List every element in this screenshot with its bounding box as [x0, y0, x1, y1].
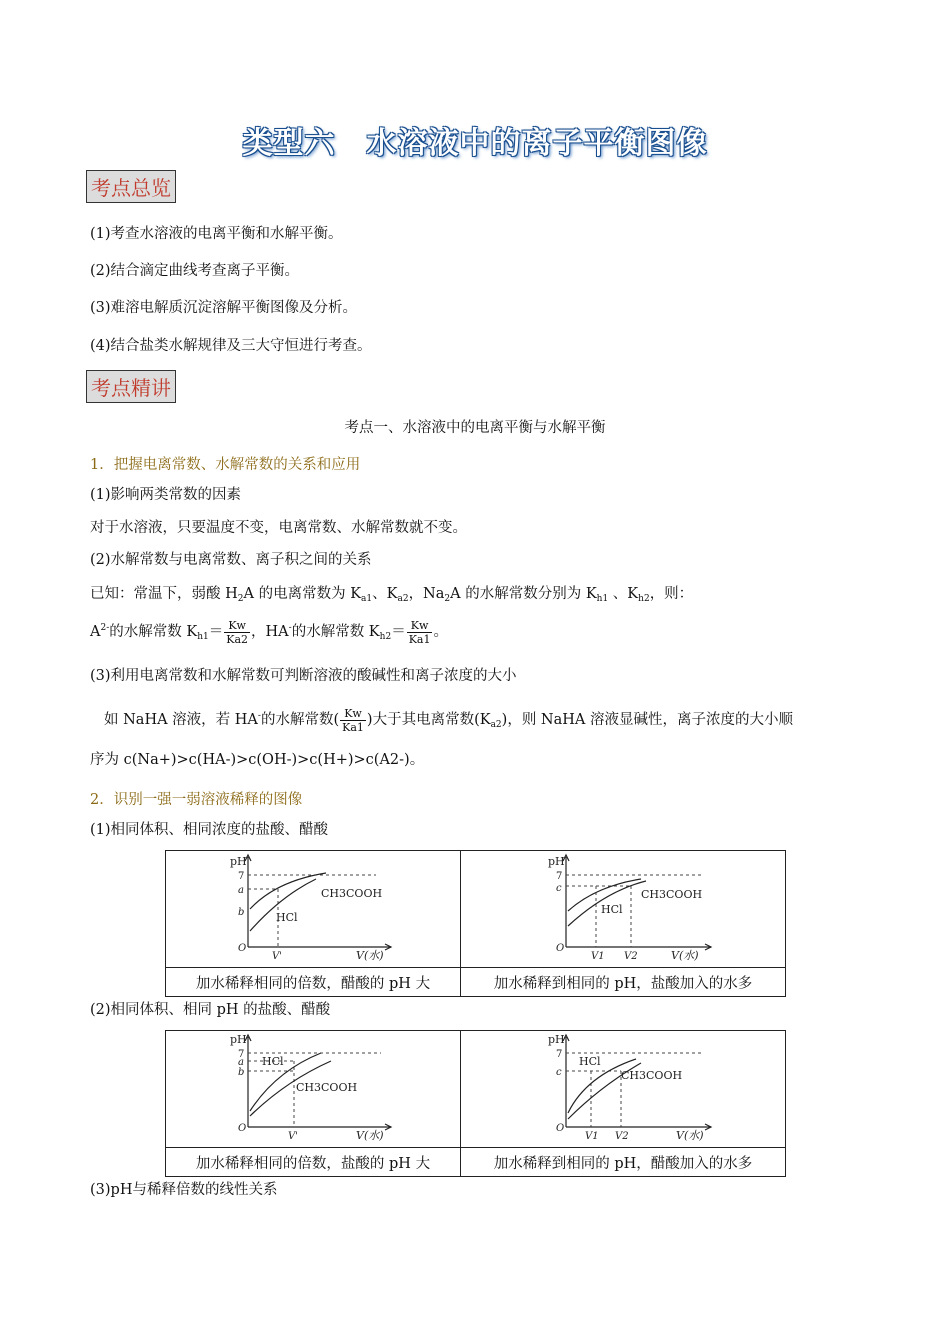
svg-text:7: 7 — [238, 871, 245, 882]
paragraph-11: (3)pH与稀释倍数的线性关系 — [90, 1182, 278, 1198]
svg-text:7: 7 — [556, 1049, 563, 1060]
svg-text:O: O — [556, 943, 565, 954]
paragraph-3: (2)水解常数与电离常数、离子积之间的关系 — [90, 552, 372, 568]
hcl-label: HCl — [276, 911, 298, 924]
graph-hcl-acetic-same-conc-same-ph — [461, 851, 785, 963]
overview-item-4: (4)结合盐类水解规律及三大守恒进行考查。 — [90, 338, 372, 354]
point1-title: 考点一、水溶液中的电离平衡与水解平衡 — [344, 420, 606, 436]
svg-text:pH: pH — [230, 1033, 247, 1046]
section-label-overview: 考点总览 — [86, 170, 176, 203]
overview-item-2: (2)结合滴定曲线考查离子平衡。 — [90, 263, 300, 279]
svg-text:V2: V2 — [615, 1131, 629, 1142]
caption-2-left: 加水稀释相同的倍数，盐酸的 pH 大 — [166, 1148, 461, 1177]
svg-text:V(水): V(水) — [671, 949, 699, 962]
svg-text:a: a — [238, 885, 244, 896]
svg-text:O: O — [556, 1123, 565, 1134]
paragraph-7: 如 NaHA 溶液，若 HA-的水解常数( $\frac{Kw}{Ka1}$ )大于其电离常数$(K_{a2})$，则 NaHA 溶液显碱性，离子浓度的大小顺 — [104, 706, 793, 734]
svg-text:V(水): V(水) — [676, 1129, 704, 1142]
svg-text:c: c — [556, 883, 562, 894]
graph-hcl-acetic-same-ph-same-dilution — [166, 1031, 460, 1143]
paragraph-8: 序为 c(Na+)>c(HA-)>c(OH-)>c(H+)>c(A2-)。 — [90, 752, 425, 768]
svg-text:CH3COOH: CH3COOH — [296, 1081, 358, 1094]
overview-item-1: (1)考查水溶液的电离平衡和水解平衡。 — [90, 226, 343, 242]
x-axis-label: V(水) — [356, 949, 384, 962]
graph-cell-2 — [461, 851, 786, 968]
svg-text:a: a — [238, 1057, 244, 1068]
svg-text:CH3COOH: CH3COOH — [641, 888, 703, 901]
svg-text:V': V' — [288, 1131, 298, 1142]
svg-text:7: 7 — [238, 1049, 245, 1060]
page-title: 类型六 水溶液中的离子平衡图像 — [242, 126, 708, 161]
fraction-kw-ka1: $\frac{Kw}{Ka1}$ — [408, 618, 431, 646]
y-axis-label: pH — [230, 855, 247, 868]
svg-text:7: 7 — [556, 871, 563, 882]
svg-text:O: O — [238, 1123, 247, 1134]
section-label-detail: 考点精讲 — [86, 370, 176, 403]
fraction-kw-ka2: $\frac{Kw}{Ka2}$ — [226, 618, 249, 646]
paragraph-2: 对于水溶液，只要温度不变，电离常数、水解常数就不变。 — [90, 520, 467, 536]
heading-1: 1．把握电离常数、水解常数的关系和应用 — [90, 457, 361, 473]
fraction-kw-ka1-b: $\frac{Kw}{Ka1}$ — [342, 706, 364, 734]
graph-cell-1 — [166, 851, 461, 968]
caption-1-right: 加水稀释到相同的 pH，盐酸加入的水多 — [461, 968, 786, 997]
paragraph-10: (2)相同体积、相同 pH 的盐酸、醋酸 — [90, 1002, 331, 1018]
svg-text:V2: V2 — [624, 951, 638, 962]
paragraph-9: (1)相同体积、相同浓度的盐酸、醋酸 — [90, 822, 329, 838]
figure-table-1 — [165, 850, 786, 997]
heading-2: 2．识别一强一弱溶液稀释的图像 — [90, 792, 303, 808]
svg-text:c: c — [556, 1067, 562, 1078]
acetic-acid-label: CH3COOH — [321, 887, 383, 900]
figure-table-2 — [165, 1030, 786, 1177]
graph-cell-4 — [461, 1031, 786, 1148]
paragraph-5: $A^{2-}$的水解常数 $K_{h1}=$ $\frac{Kw}{Ka2}$ ，HA-的水解常数 $K_{h2}=$ $\frac{Kw}{Ka1}$ 。 — [90, 618, 448, 646]
svg-text:b: b — [238, 907, 245, 918]
paragraph-1: (1)影响两类常数的因素 — [90, 487, 242, 503]
svg-text:HCl: HCl — [601, 903, 623, 916]
svg-text:V1: V1 — [591, 951, 605, 962]
graph-cell-3 — [166, 1031, 461, 1148]
svg-text:O: O — [238, 943, 247, 954]
svg-text:pH: pH — [548, 855, 565, 868]
caption-2-right: 加水稀释到相同的 pH，醋酸加入的水多 — [461, 1148, 786, 1177]
paragraph-6: (3)利用电离常数和水解常数可判断溶液的酸碱性和离子浓度的大小 — [90, 668, 517, 684]
svg-text:HCl: HCl — [262, 1055, 284, 1068]
graph-hcl-acetic-same-ph-same-final-ph — [461, 1031, 785, 1143]
caption-1-left: 加水稀释相同的倍数，醋酸的 pH 大 — [166, 968, 461, 997]
svg-text:b: b — [238, 1067, 245, 1078]
graph-hcl-acetic-same-conc-same-dilution — [166, 851, 460, 963]
overview-item-3: (3)难溶电解质沉淀溶解平衡图像及分析。 — [90, 300, 358, 316]
paragraph-4: 已知：常温下，弱酸 $H_2A$ 的电离常数为 $K_{a1}$、$K_{a2}$，$Na_2A$ 的水解常数分别为 $K_{h1}$ 、$K_{h2}$，则： — [90, 586, 694, 604]
svg-text:pH: pH — [548, 1033, 565, 1046]
svg-text:CH3COOH: CH3COOH — [621, 1069, 683, 1082]
svg-text:HCl: HCl — [579, 1055, 601, 1068]
svg-text:V1: V1 — [585, 1131, 599, 1142]
svg-text:V(水): V(水) — [356, 1129, 384, 1142]
svg-text:V': V' — [272, 951, 282, 962]
